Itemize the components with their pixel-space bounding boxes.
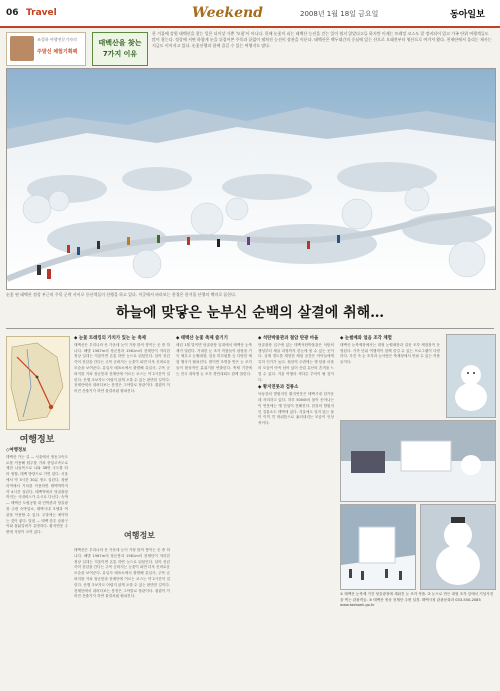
snow-sculpture-image-1 bbox=[447, 335, 495, 417]
article-title: 하늘에 맞닿은 눈부신 순백의 살결에 취해… bbox=[115, 305, 385, 321]
column-4 bbox=[258, 334, 334, 686]
weekend-brand: Weekend bbox=[192, 5, 263, 21]
column-4-text: 당골광장 입구에 있는 태백석탄박물관은 석탄의 생성부터 채굴 과정까지 한눈에 볼 수 있는 곳이다. 실제 갱도를 재현한 체험 공간은 아이들에게 특히 인기가 높다. 철암역 주변에는 옛 탄광 마을의 모습이 아직 남아 있어 산업 유산의 흔적을 느낄 수 있다. 겨울 여행의 색다른 추억이 될 것이다. bbox=[258, 342, 334, 382]
column-1-text-b: 숙박 — 태백산 도립공원 내 민박촌과 당골광장 주변 숙박업소, 태백시내 모텔과 여관을 이용할 수 있다. 주말에는 예약하는 것이 좋다. 맛집 — 태백 한우 숯불구이와 물닭갈비가 유명하다. 황지연못 주변에 식당이 모여 있다. bbox=[6, 495, 68, 535]
subtitle-line-2: 7가지 이유 bbox=[102, 50, 138, 58]
column-1 bbox=[6, 446, 68, 686]
title-divider bbox=[6, 328, 494, 329]
snow-festival-image bbox=[341, 421, 495, 501]
column-3-text: 매년 1월 말이면 당골광장 일대에서 태백산 눈축제가 열린다. 거대한 눈 조각 작품들이 광장을 가득 채우고 눈썰매장, 얼음 미끄럼틀 등 다양한 체험 행사가 펼쳐진다. 밤이면 조명을 받은 눈 조각들이 환상적인 분위기를 연출한다. 축제 기간에는 전국 대학생 눈 조각 경연대회도 함께 열린다. bbox=[176, 342, 252, 376]
page-header bbox=[0, 0, 500, 28]
column-2b-text: 태백산은 우리나라 산 가운데 눈이 가장 많이 쌓이는 곳 중 하나다. 해발 1567m의 장군봉과 1561m의 천제단이 자리한 정상 일대는 겨울이면 온통 하얀 눈으로 뒤덮인다. 살아 천년 죽어 천년을 간다는 주목 군락지는 눈꽃이 피면 더욱 신비로운 모습을 보여준다. 유일사 매표소에서 출발해 유일사, 주목 군락지를 거쳐 장군봉과 천제단에 이르는 코스는 약 2시간이 걸린다. 산행 초보자도 어렵지 않게 오를 수 있는 완만한 길이다. 천제단에서 내려다보는 풍경은 그야말로 장관이다. 겹겹이 이어진 산줄기가 하얀 물결처럼 펼쳐진다. bbox=[74, 548, 170, 599]
snow-festival-photo bbox=[340, 420, 496, 502]
column-2-heading: ◆ 눈꽃 트레킹의 가치가 있는 눈 축제 bbox=[74, 336, 146, 341]
section-label: Travel bbox=[26, 8, 57, 18]
column-6-heading: ◆ 눈썰매와 얼음 조각 체험 bbox=[340, 336, 392, 341]
map-image bbox=[7, 337, 69, 429]
photo-notes: ① 태백산 눈축제 기간 당골광장에 세워진 눈 조각 작품. ② 눈으로 만든 대형 조각 앞에서 기념사진을 찍는 관광객들. ③ 태백산 정상 천제단 주변 설경. 태백시청 관광문화과 033-550-2085 www.taebaek.go.kr bbox=[340, 592, 494, 607]
author-role: 조성하 여행전문기자의 bbox=[37, 37, 77, 42]
column-6-text: 태백산 눈축제장에서는 대형 눈썰매장과 얼음 조각 체험장이 운영된다. 가족 단위 여행객이 함께 즐길 수 있는 프로그램이 다양하다. 사진 속 눈 조각과 눈사람은 축제장에서 만날 수 있는 작품들이다. bbox=[340, 342, 440, 365]
column-3 bbox=[176, 334, 252, 686]
snow-sculpture-image-3 bbox=[421, 505, 495, 589]
issue-date: 2008년 1월 18일 금요일 bbox=[300, 10, 379, 18]
snowy-mountain-image bbox=[7, 69, 495, 289]
main-photo bbox=[6, 68, 496, 290]
column-5-heading: ◆ 황지연못과 검룡소 bbox=[258, 385, 299, 391]
route-map bbox=[6, 336, 70, 430]
column-1-text: 태백산 가는 길 — 서울에서 영동고속도로를 이용해 원주를 거쳐 중앙고속도로 제천 나들목으로 나와 38번 국도를 따라 영월, 태백 방향으로 가면 된다. 서울에서 약 3시간 30분 정도 걸린다. 청량리역에서 기차를 이용하면 태백역까지 약 4시간 걸린다. 태백역에서 당골광장까지는 시내버스가 수시로 다닌다. bbox=[6, 454, 68, 500]
author-box bbox=[6, 32, 86, 66]
column-2-text: 태백산은 우리나라 산 가운데 눈이 가장 많이 쌓이는 곳 중 하나다. 해발 1567m의 장군봉과 1561m의 천제단이 자리한 정상 일대는 겨울이면 온통 하얀 눈으로 뒤덮인다. 살아 천년 죽어 천년을 간다는 주목 군락지는 눈꽃이 피면 더욱 신비로운 모습을 보여준다. 유일사 매표소에서 출발해 유일사, 주목 군락지를 거쳐 장군봉과 천제단에 이르는 코스는 약 2시간이 걸린다. 산행 초보자도 어렵지 않게 오를 수 있는 완만한 길이다. 천제단에서 내려다보는 풍경은 그야말로 장관이다. 겹겹이 이어진 산줄기가 하얀 물결처럼 펼쳐진다. bbox=[74, 342, 170, 394]
author-avatar bbox=[10, 36, 34, 61]
snow-sculpture-photo-3 bbox=[420, 504, 496, 590]
column-1-heading: ◇여행정보 bbox=[6, 448, 27, 453]
author-name: 주말선 체험기획팩 bbox=[37, 49, 78, 55]
travel-info-label: 여행정보 bbox=[19, 435, 55, 445]
column-4-heading: ◆ 석탄박물관과 철암 탄광 마을 bbox=[258, 336, 319, 341]
page-number: 06 bbox=[6, 8, 19, 18]
column-2 bbox=[74, 334, 170, 524]
snow-sculpture-photo-1 bbox=[446, 334, 496, 418]
subtitle-box bbox=[92, 32, 148, 66]
column-3-heading: ◆ 태백산 눈꽃 축제 즐기기 bbox=[176, 336, 228, 341]
newspaper-name: 동아일보 bbox=[450, 10, 485, 20]
photo-caption: 눈꽃 핀 태백산 정상 부근의 주목 군락 사이로 등산객들이 산행을 하고 있다. 이곳에서 바라보는 풍경은 한겨울 산행의 백미로 꼽힌다. bbox=[6, 292, 237, 297]
intro-text: 한 겨울에 강원 태백산을 찾는 일은 더이상 가뿐 '모험'이 아니다. 한때 눈꽃이 피는 태백산 능선을 걷는 일이 쉽지 않았다고들 하지만 이제는 트레킹 코스도 잘 정비되어 있고 가족 단위 여행객들도 많이 찾는다. 정상에 서면 하얗게 눈을 뒤집어쓴 주목과 끝없이 펼쳐진 능선이 장관을 이룬다. 태백산은 백두대간의 중심에 있는 산으로 오래전부터 영산으로 여겨져 왔다. 천제단에서 올리는 제사는 지금도 이어지고 있다. 눈꽃산행과 함께 즐길 수 있는 여행지도 많다. bbox=[152, 31, 492, 48]
travel-info-label-2: 여행정보 bbox=[124, 531, 155, 540]
column-2b bbox=[74, 548, 170, 686]
subtitle-line-1: 태백산을 찾는 bbox=[98, 39, 142, 47]
snow-sculpture-photo-2 bbox=[340, 504, 416, 590]
column-5-text: 낙동강의 발원지인 황지연못은 태백시내 한가운데 자리하고 있다. 하루 5000t의 물이 솟아나는 이 연못에는 옛 전설이 전해진다. 한강의 발원지인 검룡소도 태백에 있다. 겨울에도 얼지 않는 물이 이끼 낀 바위틈으로 흘러내리는 모습이 인상적이다. bbox=[258, 392, 334, 426]
snow-sculpture-image-2 bbox=[341, 505, 415, 589]
